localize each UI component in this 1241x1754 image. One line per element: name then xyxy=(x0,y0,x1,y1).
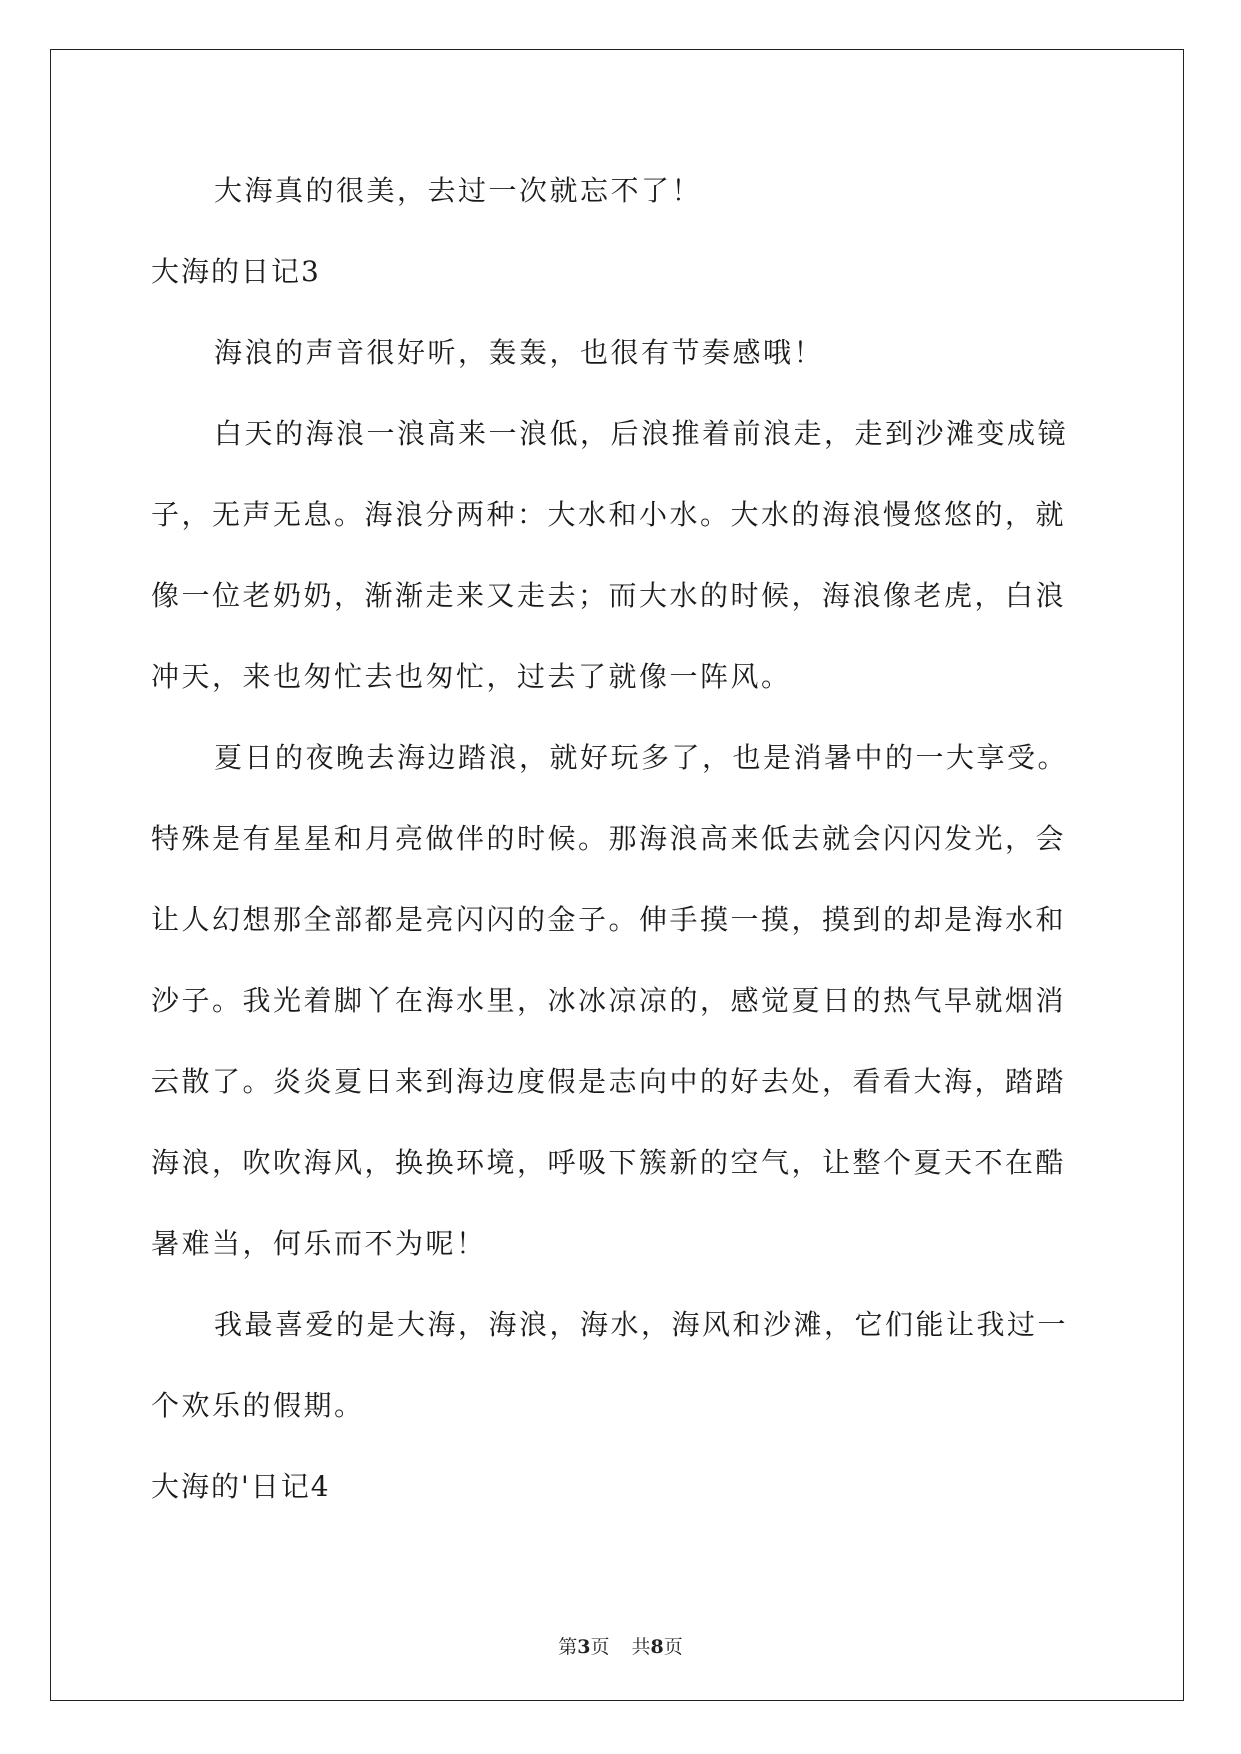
paragraph-line: 云散了。炎炎夏日来到海边度假是志向中的好去处，看看大海，踏踏 xyxy=(151,1065,1067,1098)
page-footer xyxy=(0,1632,1241,1659)
footer-prefix: 第 xyxy=(558,1636,578,1658)
paragraph-line: 像一位老奶奶，渐渐走来又走去；而大水的时候，海浪像老虎，白浪 xyxy=(151,579,1067,612)
section-heading: 大海的日记3 xyxy=(151,255,321,288)
paragraph-line: 我最喜爱的是大海，海浪，海水，海风和沙滩，它们能让我过一 xyxy=(214,1308,1069,1341)
current-page-number: 3 xyxy=(577,1636,591,1658)
total-pages-number: 8 xyxy=(650,1636,664,1658)
paragraph-line: 让人幻想那全部都是亮闪闪的金子。伸手摸一摸，摸到的却是海水和 xyxy=(151,903,1067,936)
paragraph-line: 子，无声无息。海浪分两种：大水和小水。大水的海浪慢悠悠的，就 xyxy=(151,498,1067,531)
paragraph-line: 夏日的夜晚去海边踏浪，就好玩多了，也是消暑中的一大享受。 xyxy=(214,741,1069,774)
paragraph-line: 沙子。我光着脚丫在海水里，冰冰凉凉的，感觉夏日的热气早就烟消 xyxy=(151,984,1067,1017)
paragraph-line: 海浪的声音很好听，轰轰，也很有节奏感哦！ xyxy=(214,336,825,369)
paragraph-line: 白天的海浪一浪高来一浪低，后浪推着前浪走，走到沙滩变成镜 xyxy=(214,417,1069,450)
footer-total-prefix: 共 xyxy=(631,1636,651,1658)
document-body xyxy=(151,150,1096,1527)
paragraph-line: 个欢乐的假期。 xyxy=(151,1389,365,1422)
section-heading: 大海的'日记4 xyxy=(151,1470,331,1503)
paragraph-line: 冲天，来也匆忙去也匆忙，过去了就像一阵风。 xyxy=(151,660,792,693)
paragraph-line: 暑难当，何乐而不为呢！ xyxy=(151,1227,487,1260)
paragraph-line: 大海真的很美，去过一次就忘不了！ xyxy=(214,174,703,207)
paragraph-line: 特殊是有星星和月亮做伴的时候。那海浪高来低去就会闪闪发光，会 xyxy=(151,822,1067,855)
footer-total-suffix: 页 xyxy=(663,1636,683,1658)
paragraph-line: 海浪，吹吹海风，换换环境，呼吸下簇新的空气，让整个夏天不在酷 xyxy=(151,1146,1067,1179)
footer-page-word: 页 xyxy=(590,1636,610,1658)
